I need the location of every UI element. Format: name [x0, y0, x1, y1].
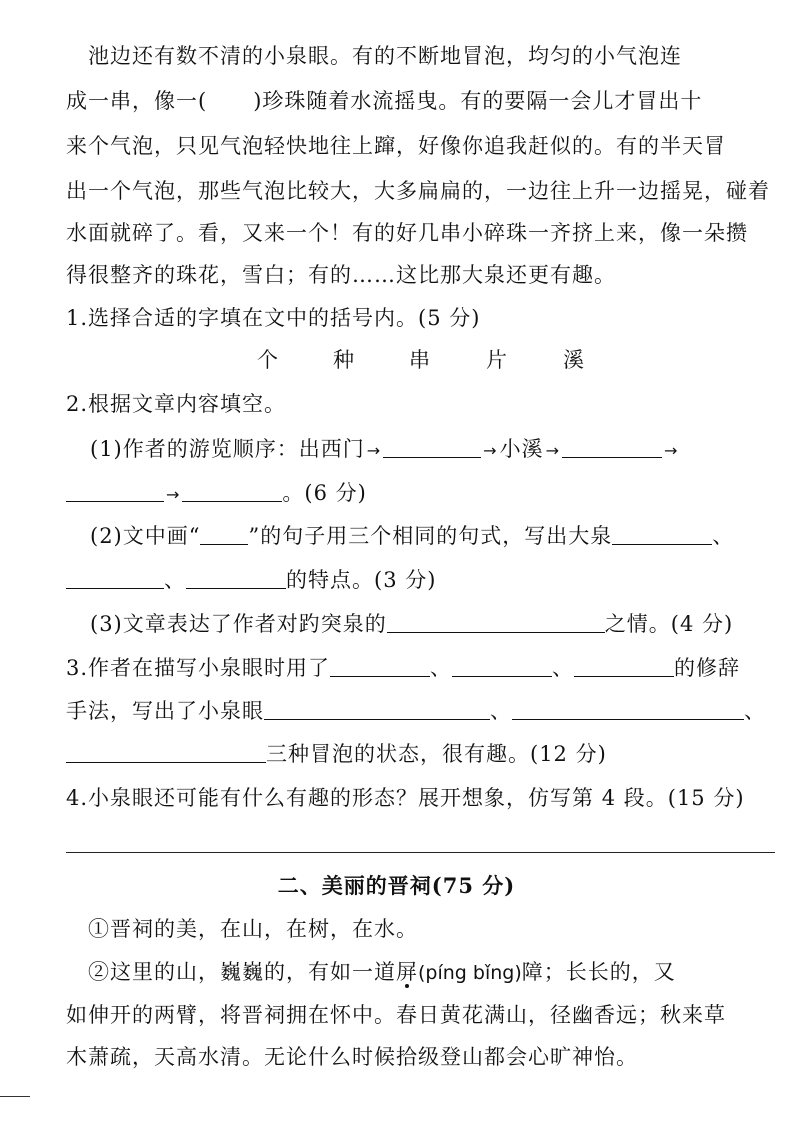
- answer-blank[interactable]: [383, 437, 481, 458]
- arrow-icon: →: [166, 485, 181, 504]
- passage-line-4: 出一个气泡，那些气泡比较大，大多扁扁的，一边往上升一边摇晃，碰着: [66, 179, 770, 203]
- answer-blank[interactable]: [182, 481, 282, 502]
- q3-text: 的修辞: [674, 656, 741, 680]
- p2-text: ②这里的山，巍巍的，有如一道: [88, 960, 396, 984]
- passage-line-2-start: 成一串，像一(: [66, 89, 208, 113]
- separator: 、: [744, 699, 766, 723]
- choice-item: 串: [409, 348, 430, 372]
- question-2-sub-2: [90, 522, 734, 550]
- answer-blank[interactable]: [452, 656, 552, 677]
- choice-item: 片: [486, 348, 507, 372]
- question-2-sub-3: [90, 610, 733, 638]
- pinyin-choice: (píng bǐng): [418, 962, 522, 984]
- arrow-icon: →: [483, 441, 498, 460]
- separator: 、: [552, 656, 575, 680]
- sub1-score: 。(6 分): [282, 481, 367, 505]
- answer-blank[interactable]: [330, 656, 430, 677]
- passage-line-5: 水面就碎了。看，又来一个！有的好几串小碎珠一齐挤上来，像一朵攒: [66, 221, 748, 245]
- question-3: [66, 654, 740, 682]
- q3-text: 手法，写出了小泉眼: [66, 699, 264, 723]
- answer-blank[interactable]: [612, 524, 712, 545]
- section2-paragraph-2-line-3: 木萧疏，天高水清。无论什么时候拾级登山都会心旷神怡。: [66, 1045, 638, 1069]
- question-2: 2.根据文章内容填空。: [66, 392, 287, 416]
- arrow-icon: →: [366, 441, 382, 460]
- sub1-stop: 小溪: [499, 437, 544, 461]
- answer-blank[interactable]: [387, 612, 605, 633]
- answer-blank[interactable]: [66, 568, 164, 589]
- question-4: 4.小泉眼还可能有什么有趣的形态？展开想象，仿写第 4 段。(15 分): [66, 786, 745, 810]
- passage-line-2: [66, 87, 702, 115]
- separator: 、: [490, 699, 512, 723]
- arrow-icon: →: [663, 441, 679, 460]
- separator: 、: [712, 524, 735, 548]
- q3-score: 三种冒泡的状态，很有趣。(12 分): [266, 742, 607, 766]
- sub1-label: (1)作者的游览顺序：出西门: [90, 437, 365, 461]
- choice-item: 个: [257, 348, 278, 372]
- answer-blank[interactable]: [66, 742, 266, 763]
- question-1: 1.选择合适的字填在文中的括号内。(5 分): [66, 306, 481, 330]
- p2-text: 障；长长的，又: [521, 960, 676, 984]
- answer-blank[interactable]: [186, 568, 286, 589]
- passage-line-1: 池边还有数不清的小泉眼。有的不断地冒泡，均匀的小气泡连: [88, 44, 682, 68]
- question-2-sub-1: [90, 435, 680, 465]
- passage-line-6: 得很整齐的珠花，雪白；有的……这比那大泉还更有趣。: [66, 263, 616, 287]
- sub2-label: (2)文中画“: [90, 524, 201, 548]
- answer-blank[interactable]: [562, 437, 662, 458]
- arrow-icon: →: [545, 441, 560, 460]
- sub2-score: 的特点。(3 分): [286, 568, 437, 592]
- separator: 、: [164, 568, 186, 592]
- sub2-text: ”的句子用三个相同的句式，写出大泉: [248, 524, 613, 548]
- q3-label: 3.作者在描写小泉眼时用了: [66, 656, 331, 680]
- sub3-score: 之情。(4 分): [604, 612, 734, 636]
- answer-line[interactable]: [66, 852, 775, 853]
- sub3-label: (3)文章表达了作者对趵突泉的: [90, 612, 387, 636]
- answer-blank[interactable]: [264, 699, 490, 720]
- section2-paragraph-2: [88, 958, 676, 987]
- underline-sample: [200, 524, 248, 545]
- question-2-sub-2-cont: [66, 566, 436, 594]
- choice-item: 种: [333, 348, 354, 372]
- passage-line-2-end: )珍珠随着水流摇曳。有的要隔一会儿才冒出十: [253, 89, 703, 113]
- answer-blank[interactable]: [66, 481, 164, 502]
- dotted-character: 屏: [396, 960, 418, 984]
- answer-blank[interactable]: [512, 699, 744, 720]
- question-3-cont: [66, 697, 766, 725]
- section-title: 二、美丽的晋祠(75 分): [277, 873, 516, 898]
- answer-blank[interactable]: [574, 656, 674, 677]
- page-edge-mark: [0, 1096, 30, 1097]
- choice-item: 溪: [563, 348, 584, 372]
- question-3-cont-2: [66, 740, 607, 768]
- section2-paragraph-2-line-2: 如伸开的两臂，将晋祠拥在怀中。春日黄花满山，径幽香远；秋来草: [66, 1003, 726, 1027]
- question-2-sub-1-cont: [66, 479, 367, 509]
- passage-line-3: 来个气泡，只见气泡轻快地往上蹿，好像你追我赶似的。有的半天冒: [66, 134, 726, 158]
- section2-paragraph-1: ①晋祠的美，在山，在树，在水。: [88, 917, 418, 941]
- separator: 、: [430, 656, 453, 680]
